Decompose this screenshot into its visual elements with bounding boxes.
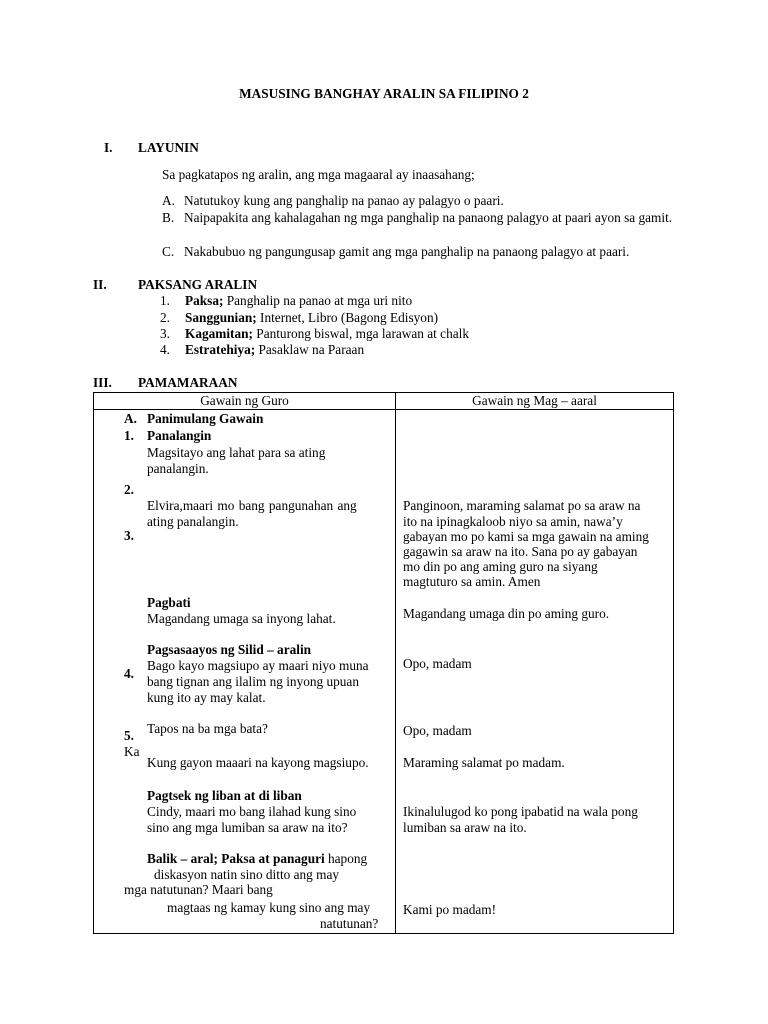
item-value: Panturong biswal, mga larawan at chalk: [252, 326, 469, 341]
item-label: Paksa;: [185, 293, 224, 308]
student-text: Ikinalulugod ko pong ipabatid na wala pong: [403, 804, 638, 819]
objective-text: Nakabubuo ng pangungusap gamit ang mga panghalip na panaong palagyo at paari.: [184, 244, 630, 259]
student-text: Opo, madam: [403, 656, 472, 671]
item-number: 1.: [160, 293, 170, 308]
objectives-intro: Sa pagkatapos ng aralin, ang mga magaaral ay inaasahang;: [162, 167, 475, 182]
guro-text: bang tignan ang ilalim ng inyong upuan: [147, 674, 359, 689]
section-3-numeral: III.: [93, 375, 112, 390]
guro-text: Cindy, maari mo bang ilahad kung sino: [147, 804, 357, 819]
pagtsek-heading: Pagtsek ng liban at di liban: [147, 788, 302, 803]
step-number-2: 2.: [124, 482, 134, 497]
student-text: Magandang umaga din po aming guro.: [403, 606, 610, 621]
student-text: gabayan mo po kami sa mga gawain na aming: [403, 529, 649, 544]
step-number-1: 1.: [124, 428, 134, 443]
item-number: 4.: [160, 342, 170, 357]
column-divider: [395, 393, 396, 933]
column-header-magaaral: Gawain ng Mag – aaral: [472, 393, 597, 408]
step-number-4: 4.: [124, 666, 134, 681]
item-value: Pasaklaw na Paraan: [255, 342, 365, 357]
item-number: 2.: [160, 310, 170, 325]
guro-text: Elvira,maari mo bang pangunahan ang: [147, 498, 357, 513]
pagbati-heading: Pagbati: [147, 595, 191, 610]
objective-text: Natutukoy kung ang panghalip na panao ay palagyo o paari.: [184, 193, 504, 208]
guro-text: mga natutunan? Maari bang: [124, 882, 273, 897]
guro-text: diskasyon natin sino ditto ang may: [154, 867, 340, 882]
item-label: Kagamitan;: [185, 326, 253, 341]
item-text: [185, 310, 438, 326]
item-value: Panghalip na panao at mga uri nito: [223, 293, 413, 308]
guro-text: kung ito ay may kalat.: [147, 690, 266, 705]
item-label: Sanggunian;: [185, 310, 257, 325]
guro-text: ating panalangin.: [147, 514, 239, 529]
section-2-heading: PAKSANG ARALIN: [138, 277, 258, 292]
item-label: Estratehiya;: [185, 342, 256, 357]
procedure-table: [93, 392, 674, 934]
student-text: magtuturo sa amin. Amen: [403, 574, 541, 589]
guro-text: sino ang mga lumiban sa araw na ito?: [147, 820, 348, 835]
guro-text: Tapos na ba mga bata?: [147, 721, 268, 736]
guro-text: magtaas ng kamay kung sino ang may: [167, 900, 371, 915]
section-2-numeral: II.: [93, 277, 107, 292]
objective-text: Naipapakita ang kahalagahan ng mga panghalip na panaong palagyo at paari ayon sa gamit.: [184, 210, 673, 225]
panimulang-gawain-heading: Panimulang Gawain: [147, 411, 264, 426]
panalangin-heading: Panalangin: [147, 428, 212, 443]
objective-letter: B.: [162, 210, 175, 225]
balik-aral-line: [147, 851, 367, 867]
document-title: MASUSING BANGHAY ARALIN SA FILIPINO 2: [239, 86, 529, 101]
guro-text: Ka: [124, 744, 140, 759]
objective-letter: C.: [162, 244, 175, 259]
student-text: lumiban sa araw na ito.: [403, 820, 527, 835]
pagsasaayos-heading: Pagsasaayos ng Silid – aralin: [147, 642, 312, 657]
item-number: 3.: [160, 326, 170, 341]
guro-text: Magandang umaga sa inyong lahat.: [147, 611, 336, 626]
student-text: mo din po ang aming guro na siyang: [403, 559, 598, 574]
step-letter-a: A.: [124, 411, 137, 426]
section-1-numeral: I.: [104, 140, 113, 155]
guro-text: Kung gayon maaari na kayong magsiupo.: [147, 755, 369, 770]
step-number-5: 5.: [124, 728, 134, 743]
item-value: Internet, Libro (Bagong Edisyon): [256, 310, 439, 325]
section-1-heading: LAYUNIN: [138, 140, 199, 155]
student-text: gagawin sa araw na ito. Sana po ay gabayan: [403, 544, 638, 559]
student-text: ito na ipinagkaloob niyo sa amin, nawa’y: [403, 514, 623, 529]
header-divider: [94, 409, 673, 410]
objective-letter: A.: [162, 193, 175, 208]
student-text: Maraming salamat po madam.: [403, 755, 565, 770]
student-text: Kami po madam!: [403, 902, 497, 917]
guro-text: Magsitayo ang lahat para sa ating: [147, 445, 326, 460]
column-header-guro: Gawain ng Guro: [200, 393, 289, 408]
student-text: Panginoon, maraming salamat po sa araw na: [403, 498, 641, 513]
guro-text: panalangin.: [147, 461, 209, 476]
guro-text: natutunan?: [320, 916, 379, 931]
student-text: Opo, madam: [403, 723, 472, 738]
guro-text: hapong: [324, 851, 368, 866]
item-text: [185, 293, 412, 309]
item-text: [185, 342, 364, 358]
guro-text: Bago kayo magsiupo ay maari niyo muna: [147, 658, 369, 673]
section-3-heading: PAMAMARAAN: [138, 375, 238, 390]
item-text: [185, 326, 469, 342]
balik-aral-heading: Balik – aral; Paksa at panaguri: [147, 851, 325, 866]
step-number-3: 3.: [124, 528, 134, 543]
